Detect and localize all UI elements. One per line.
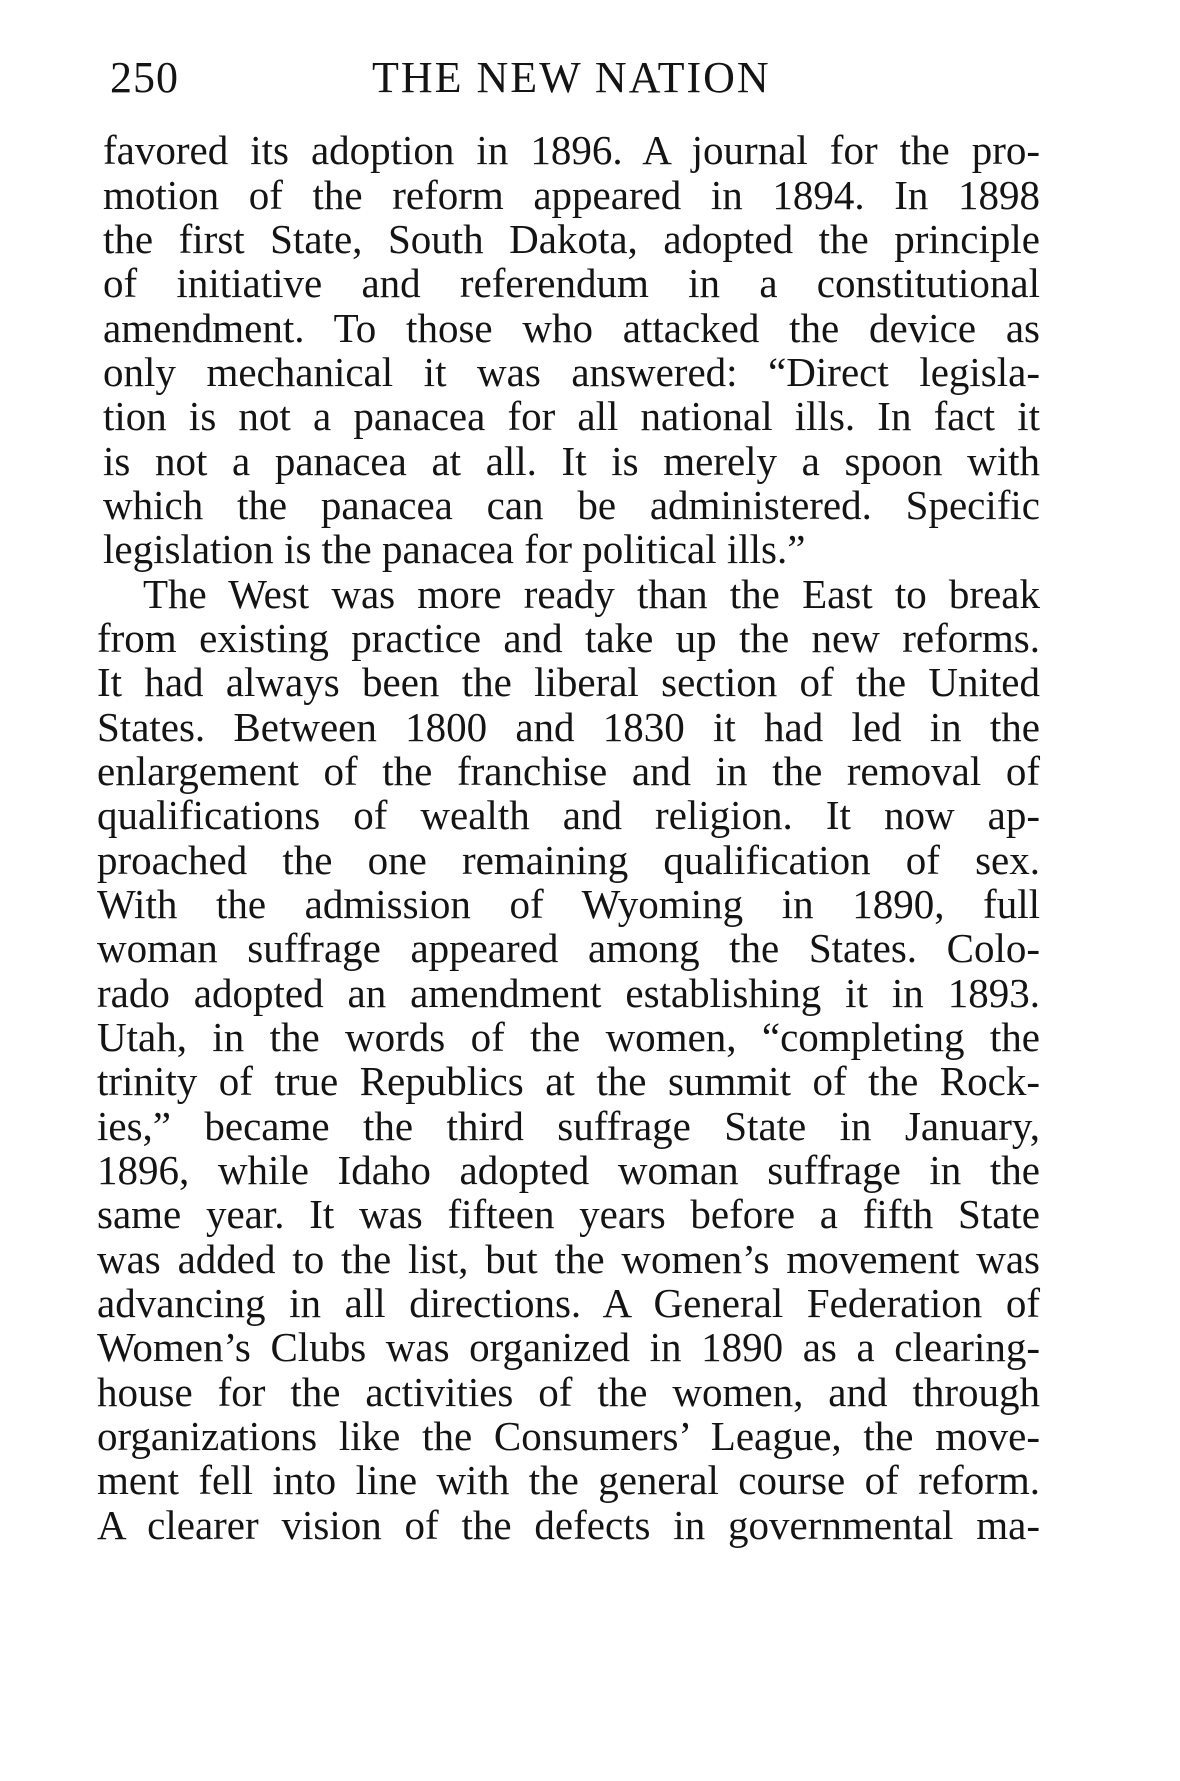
text-line: amendment. To those who attacked the device as xyxy=(103,305,1040,351)
text-line: legislation is the panacea for political ills.” xyxy=(103,526,806,572)
text-line: States. Between 1800 and 1830 it had led in the xyxy=(97,704,1040,750)
text-line: only mechanical it was answered: “Direct legisla- xyxy=(103,349,1040,395)
text-line: A clearer vision of the defects in governmental ma- xyxy=(97,1502,1040,1548)
text-line: Utah, in the words of the women, “completing the xyxy=(97,1014,1040,1060)
text-line: of initiative and referendum in a constitutional xyxy=(103,260,1040,306)
text-line: same year. It was fifteen years before a fifth State xyxy=(97,1191,1040,1237)
text-line: With the admission of Wyoming in 1890, full xyxy=(97,881,1040,927)
text-line: rado adopted an amendment establishing it in 1893. xyxy=(97,970,1040,1016)
text-line: which the panacea can be administered. Specific xyxy=(103,482,1040,528)
text-line: from existing practice and take up the new reforms. xyxy=(97,615,1040,661)
text-line: The West was more ready than the East to break xyxy=(143,571,1040,617)
text-line: the first State, South Dakota, adopted the principle xyxy=(103,216,1040,262)
text-line: house for the activities of the women, and through xyxy=(97,1369,1040,1415)
text-line: 1896, while Idaho adopted woman suffrage in the xyxy=(97,1147,1040,1193)
text-line: enlargement of the franchise and in the removal of xyxy=(97,748,1040,794)
text-line: advancing in all directions. A General Federation of xyxy=(97,1280,1040,1326)
page-header xyxy=(110,52,1060,112)
text-line: was added to the list, but the women’s movement was xyxy=(97,1236,1040,1282)
text-line: woman suffrage appeared among the States. Colo- xyxy=(97,925,1040,971)
text-line: motion of the reform appeared in 1894. In 1898 xyxy=(103,172,1040,218)
text-line: trinity of true Republics at the summit of the Rock- xyxy=(97,1058,1040,1104)
text-line: is not a panacea at all. It is merely a spoon with xyxy=(103,438,1040,484)
text-line: favored its adoption in 1896. A journal for the pro- xyxy=(103,127,1040,173)
text-line: organizations like the Consumers’ League, the move- xyxy=(97,1413,1040,1459)
text-line: It had always been the liberal section of the United xyxy=(97,659,1040,705)
text-line: tion is not a panacea for all national ills. In fact it xyxy=(103,393,1040,439)
text-line: ment fell into line with the general course of reform. xyxy=(97,1457,1040,1503)
running-title: THE NEW NATION xyxy=(372,53,771,102)
text-line: Women’s Clubs was organized in 1890 as a clearing- xyxy=(97,1324,1040,1370)
text-line: proached the one remaining qualification of sex. xyxy=(97,837,1040,883)
page-number: 250 xyxy=(110,53,179,102)
text-line: ies,” became the third suffrage State in January, xyxy=(97,1103,1040,1149)
text-line: qualifications of wealth and religion. It now ap- xyxy=(97,792,1040,838)
